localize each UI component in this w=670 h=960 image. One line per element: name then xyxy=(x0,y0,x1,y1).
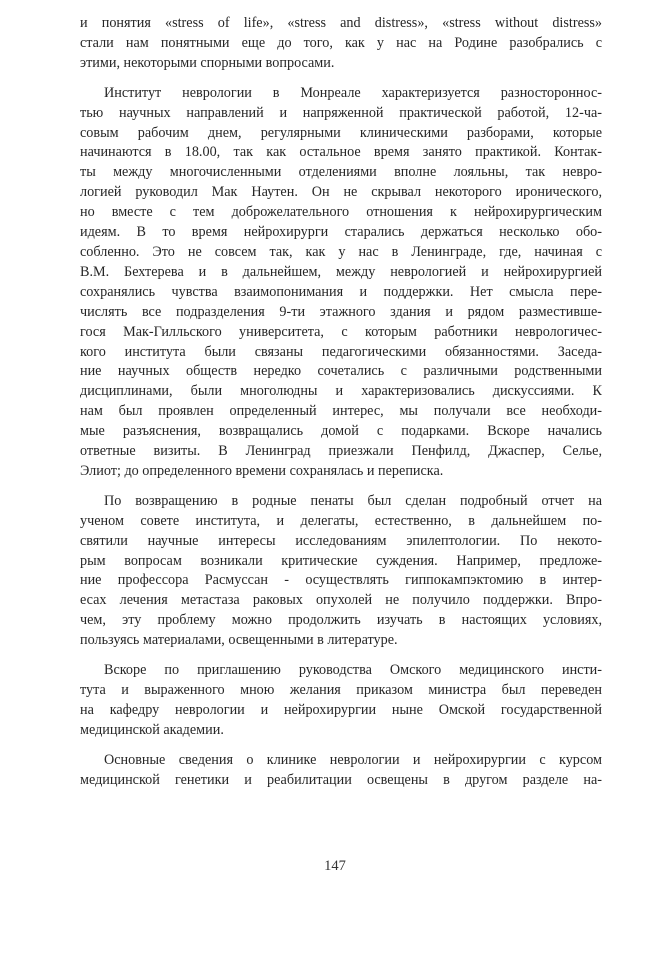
text-line: чем, эту проблему можно продолжить изучать в настоящих условиях, xyxy=(80,612,602,629)
paragraph xyxy=(80,14,602,74)
text-line: Вскоре по приглашению руководства Омского медицинского инсти- xyxy=(104,662,602,679)
text-line: Институт неврологии в Монреале характеризуется разностороннос- xyxy=(104,84,602,101)
text-line: сохранялись чувства взаимопонимания и поддержки. Нет смысла пере- xyxy=(80,283,602,300)
text-line: логией руководил Мак Наутен. Он не скрывал некоторого иронического, xyxy=(80,184,602,201)
text-line: дисциплинами, были многолюдны и характеризовались дискуссиями. К xyxy=(80,383,602,400)
text-line: и понятия «stress of life», «stress and distress», «stress without distress» xyxy=(80,15,602,31)
paragraph xyxy=(80,661,602,741)
text-line: есах лечения метастаза раковых опухолей не получило поддержки. Впро- xyxy=(80,592,602,609)
paragraph xyxy=(80,492,602,651)
text-line: на кафедру неврологии и нейрохирургии ныне Омской государственной xyxy=(80,701,602,718)
text-line: рым вопросам возникали критические суждения. Например, предложе- xyxy=(80,552,602,569)
text-line: медицинской академии. xyxy=(80,721,224,738)
text-line: пользуясь материалами, освещенными в литературе. xyxy=(80,632,398,649)
text-line: В.М. Бехтерева и в дальнейшем, между неврологией и нейрохирургией xyxy=(80,263,602,280)
text-line: ние профессора Расмуссан - осуществлять гиппокампэктомию в интер- xyxy=(80,572,602,589)
text-line: идеям. В то время нейрохирурги старались держаться несколько обо- xyxy=(80,224,602,241)
text-line: ние научных обществ нередко сочетались с различными родственными xyxy=(80,363,602,380)
text-line: кого института были связаны педагогическими обязанностями. Заседа- xyxy=(80,343,602,360)
paragraph xyxy=(80,751,602,791)
text-line: ученом совете института, и делегаты, естественно, в дальнейшем по- xyxy=(80,512,602,529)
text-line: ответные визиты. В Ленинград приезжали Пенфилд, Джаспер, Селье, xyxy=(80,443,602,460)
paragraph xyxy=(80,84,602,482)
text-line: начинаются в 18.00, так как остальное время занято практикой. Контак- xyxy=(80,144,602,161)
text-line: гося Мак-Гилльского университета, с которым работники неврологичес- xyxy=(80,323,602,340)
text-line: тью научных направлений и напряженной практической работой, 12-ча- xyxy=(80,104,602,121)
text-line: но вместе с тем доброжелательного отношения к нейрохирургическим xyxy=(80,204,602,221)
text-line: мые разъяснения, возвращались домой с подарками. Вскоре начались xyxy=(80,423,602,440)
text-line: совым рабочим днем, регулярными клиническими разборами, которые xyxy=(80,124,602,141)
page-body xyxy=(80,14,602,801)
text-line: Элиот; до определенного времени сохранялась и переписка. xyxy=(80,462,444,479)
text-line: числять все подразделения 9-ти этажного здания и рядом разместивше- xyxy=(80,303,602,320)
text-line: нам был проявлен определенный интерес, мы получали все необходи- xyxy=(80,403,602,420)
text-line: этими, некоторыми спорными вопросами. xyxy=(80,54,335,71)
text-line: стали нам понятными еще до того, как у нас на Родине разобрались с xyxy=(80,34,602,51)
text-line: святили научные интересы исследованиям эпилептологии. По некото- xyxy=(80,532,602,549)
text-line: ты между многочисленными отделениями вполне лояльны, так невро- xyxy=(80,164,602,181)
text-line: собленно. Это не совсем так, как у нас в Ленинграде, где, начиная с xyxy=(80,243,602,260)
page-number: 147 xyxy=(324,858,346,874)
text-line: тута и выраженного мною желания приказом министра был переведен xyxy=(80,682,602,698)
text-line: Основные сведения о клинике неврологии и нейрохирургии с курсом xyxy=(104,751,602,768)
text-line: По возвращению в родные пенаты был сделан подробный отчет на xyxy=(104,492,602,509)
text-line: медицинской генетики и реабилитации освещены в другом разделе на- xyxy=(80,771,602,788)
